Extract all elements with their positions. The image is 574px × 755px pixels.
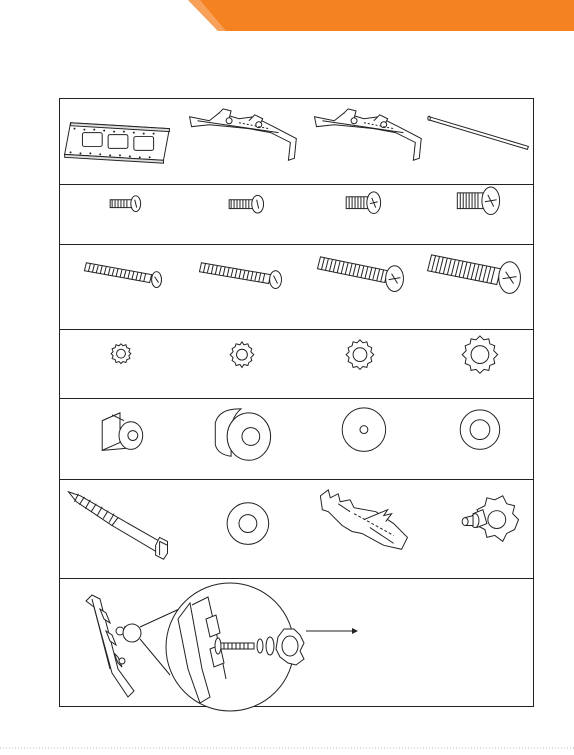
assembly-detail-icon <box>60 579 535 708</box>
spacers-washers-row <box>60 399 533 480</box>
orange-header-tab <box>0 0 574 32</box>
spacer-large-icon <box>179 399 298 479</box>
mounting-arm-right-icon <box>298 99 417 184</box>
lock-washer-m5-icon <box>179 330 298 398</box>
mounting-arm-left-icon <box>179 99 298 184</box>
knob-icon <box>417 480 535 578</box>
lock-washers-row <box>60 330 533 399</box>
lock-washer-m6-icon <box>298 330 417 398</box>
screw-m8-long-icon <box>417 245 535 329</box>
lock-washer-m8-icon <box>417 330 535 398</box>
bottom-rule <box>0 746 574 750</box>
screw-m4-long-icon <box>60 245 179 329</box>
wall-anchor-icon <box>298 480 417 578</box>
lock-washer-m4-icon <box>60 330 179 398</box>
flat-washer-icon <box>179 480 298 578</box>
lag-bolt-icon <box>60 480 179 578</box>
screw-m8-short-icon <box>417 185 535 244</box>
washer-small-hole-icon <box>298 399 417 479</box>
short-screws-row <box>60 185 533 245</box>
screw-m6-short-icon <box>298 185 417 244</box>
spacer-small-icon <box>60 399 179 479</box>
screw-m5-long-icon <box>179 245 298 329</box>
brackets-row <box>60 99 533 185</box>
assembly-diagram-row <box>60 579 533 708</box>
screw-m5-short-icon <box>179 185 298 244</box>
long-screws-row <box>60 245 533 330</box>
washer-large-hole-icon <box>417 399 535 479</box>
parts-table <box>59 98 534 707</box>
screw-m6-long-icon <box>298 245 417 329</box>
screw-m4-short-icon <box>60 185 179 244</box>
wall-hardware-row <box>60 480 533 579</box>
safety-rod-icon <box>417 99 535 184</box>
wall-plate-icon <box>60 99 179 184</box>
